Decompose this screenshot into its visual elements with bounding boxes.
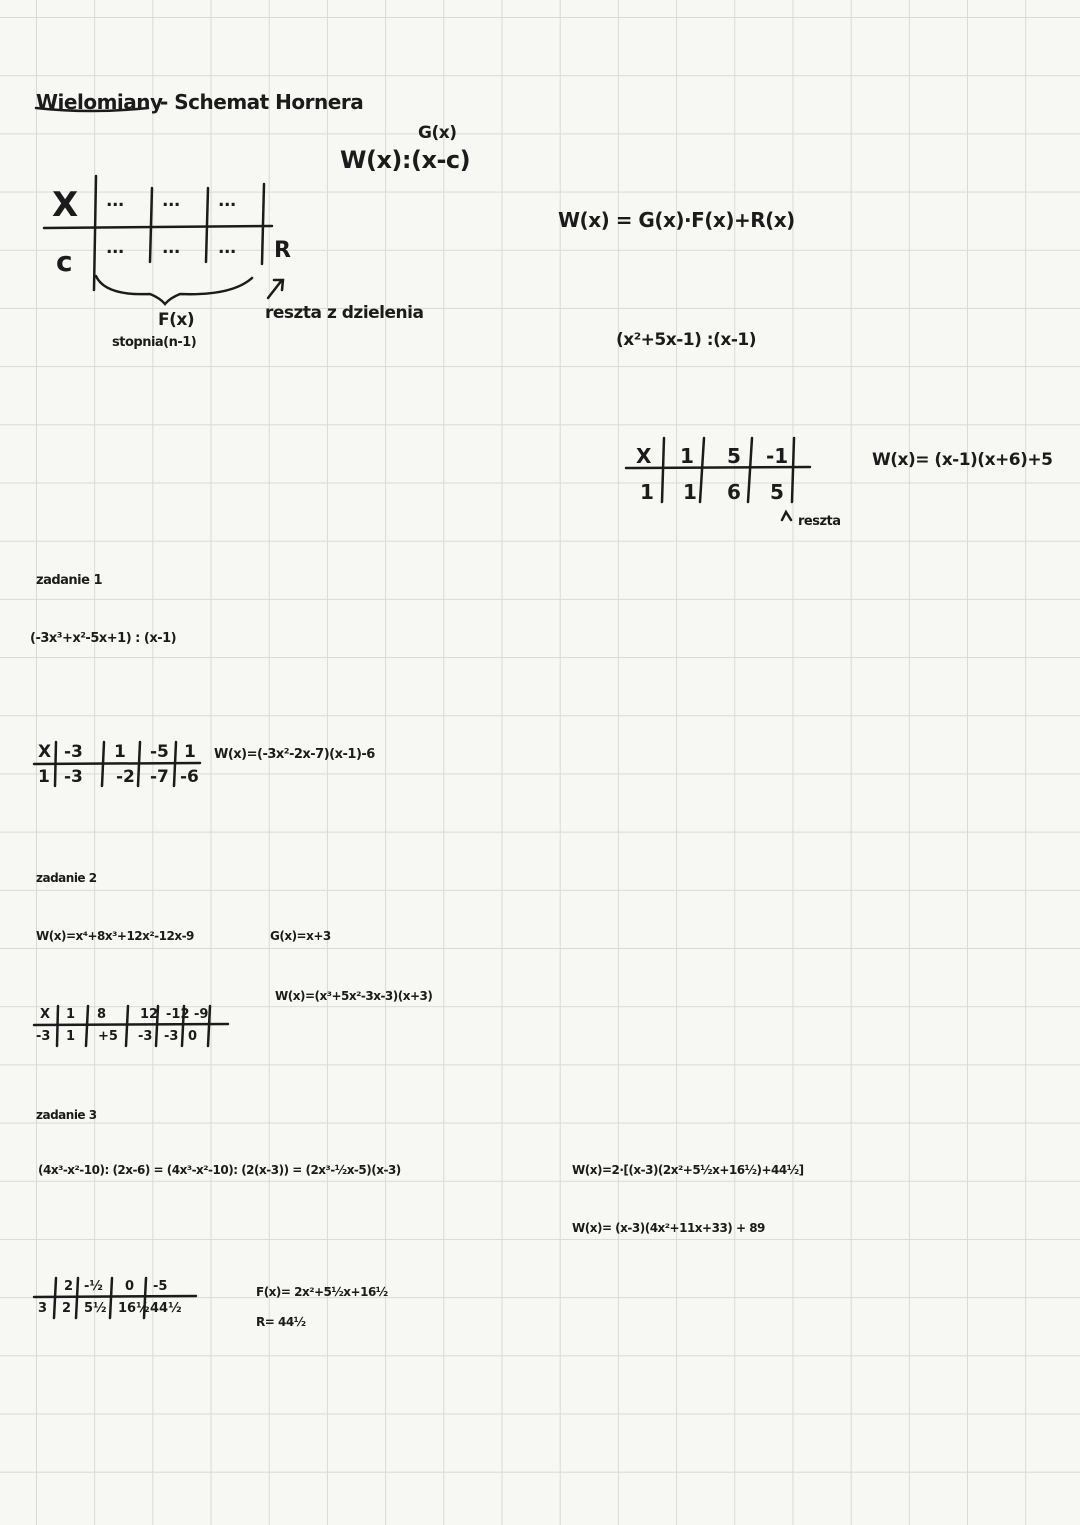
page-title: Wielomiany [36,90,163,114]
horner-cell: 5½ [84,1301,107,1316]
horner-cell: -5 [150,742,169,762]
task2-v-line [126,1006,128,1046]
scheme-v-line [206,188,208,262]
example-v-line [748,438,752,502]
example-cell: -1 [766,444,789,468]
task-label: zadanie 3 [36,1108,97,1122]
task2-v-line [86,1006,88,1046]
horner-cell: -3 [36,1029,51,1044]
horner-cell: -3 [64,742,83,762]
horner-cell: 8 [97,1007,107,1022]
scheme-v-line [94,176,96,290]
identity-formula: W(x) = G(x)·F(x)+R(x) [558,208,795,232]
horner-cell: -3 [64,767,83,787]
task1-v-line [174,742,176,786]
horner-cell: 16½ [118,1301,150,1316]
scheme-x-label: X [52,185,78,225]
task2-v-line [182,1006,184,1046]
scheme-arrow-icon [268,280,283,298]
example-cell: 1 [640,480,654,504]
example-v-line [700,438,704,502]
task3-v-line [76,1278,78,1318]
horner-cell: -5 [153,1279,168,1294]
horner-cell: 0 [125,1279,135,1294]
horner-cell: -7 [150,767,169,787]
horner-cell: -12 [166,1007,190,1022]
task-label: zadanie 1 [36,573,103,588]
horner-cell: 1 [114,742,126,762]
scheme-dots: ... [162,191,180,211]
task2-v-line [208,1006,210,1046]
scheme-f-degree: stopnia(n-1) [112,335,197,350]
scheme-v-line [262,184,264,264]
scheme-dots: ... [106,191,124,211]
task1-v-line [55,742,56,786]
scheme-dots: ... [218,238,236,258]
example-remainder-label: reszta [798,514,841,529]
horner-cell: 1 [66,1029,76,1044]
task2-v-line [57,1006,58,1046]
horner-cell: 12 [140,1007,159,1022]
example-v-line [662,438,664,502]
task-polynomial: W(x)=x⁴+8x³+12x²-12x-9 [36,929,194,943]
example-cell: 6 [727,480,741,504]
horner-cell: -2 [116,767,135,787]
horner-cell: 2 [64,1279,74,1294]
scheme-h-line [44,226,272,228]
example-v-line [792,438,794,502]
task-result: W(x)= (x-3)(4x²+11x+33) + 89 [572,1221,765,1235]
horner-cell: 3 [38,1301,48,1316]
example-cell: X [636,444,652,468]
scheme-remainder-note: reszta z dzielenia [265,303,424,323]
task-division: (-3x³+x²-5x+1) : (x-1) [30,631,177,646]
example-cell: 1 [683,480,697,504]
task-result: W(x)=2·[(x-3)(2x²+5½x+16½)+44½] [572,1163,804,1177]
example-cell: 5 [727,444,741,468]
horner-cell: -3 [138,1029,153,1044]
horner-cell: 44½ [150,1301,182,1316]
task2-h-line [34,1024,228,1025]
header-formula-main: W(x):(x-c) [340,146,471,174]
example-cell: 5 [770,480,784,504]
example-result: W(x)= (x-1)(x+6)+5 [872,450,1053,470]
horner-cell: -6 [180,767,199,787]
task3-h-line [34,1296,196,1297]
scheme-dots: ... [162,238,180,258]
horner-cell: 2 [62,1301,72,1316]
scheme-dots: ... [106,238,124,258]
horner-cell: +5 [98,1029,118,1044]
task-division: (4x³-x²-10): (2x-6) = (4x³-x²-10): (2(x-3)) = (2x³-½x-5)(x-3) [38,1163,401,1177]
task-label: zadanie 2 [36,871,97,885]
horner-cell: 1 [184,742,196,762]
remainder-arrow-icon [782,512,791,520]
scheme-v-line [150,188,152,262]
task-f: F(x)= 2x²+5½x+16½ [256,1285,388,1299]
task-r: R= 44½ [256,1315,306,1329]
horner-cell: -9 [194,1007,209,1022]
page-subtitle: - Schemat Hornera [160,90,364,114]
task-result: W(x)=(x³+5x²-3x-3)(x+3) [275,989,433,1003]
scheme-r-label: R [274,238,291,263]
task3-v-line [144,1278,146,1318]
task-result: W(x)=(-3x²-2x-7)(x-1)-6 [214,747,375,762]
horner-cell: 0 [188,1029,198,1044]
scheme-f-label: F(x) [158,310,195,330]
example-cell: 1 [680,444,694,468]
task2-v-line [156,1006,158,1046]
example-division: (x²+5x-1) :(x-1) [616,330,756,350]
task1-v-line [138,742,140,786]
example-h-line [626,467,810,468]
horner-cell: X [38,742,52,762]
horner-cell: -3 [164,1029,179,1044]
title-underline [36,108,148,111]
task3-v-line [54,1278,56,1318]
horner-cell: 1 [38,767,50,787]
scheme-c-label: c [56,245,73,278]
scheme-dots: ... [218,191,236,211]
task3-v-line [110,1278,112,1318]
horner-cell: 1 [66,1007,76,1022]
header-formula-top: G(x) [418,123,457,143]
horner-cell: X [40,1007,51,1022]
task1-v-line [102,742,104,786]
task-divisor: G(x)=x+3 [270,929,331,943]
scheme-brace [96,276,252,304]
horner-cell: -½ [84,1279,103,1294]
